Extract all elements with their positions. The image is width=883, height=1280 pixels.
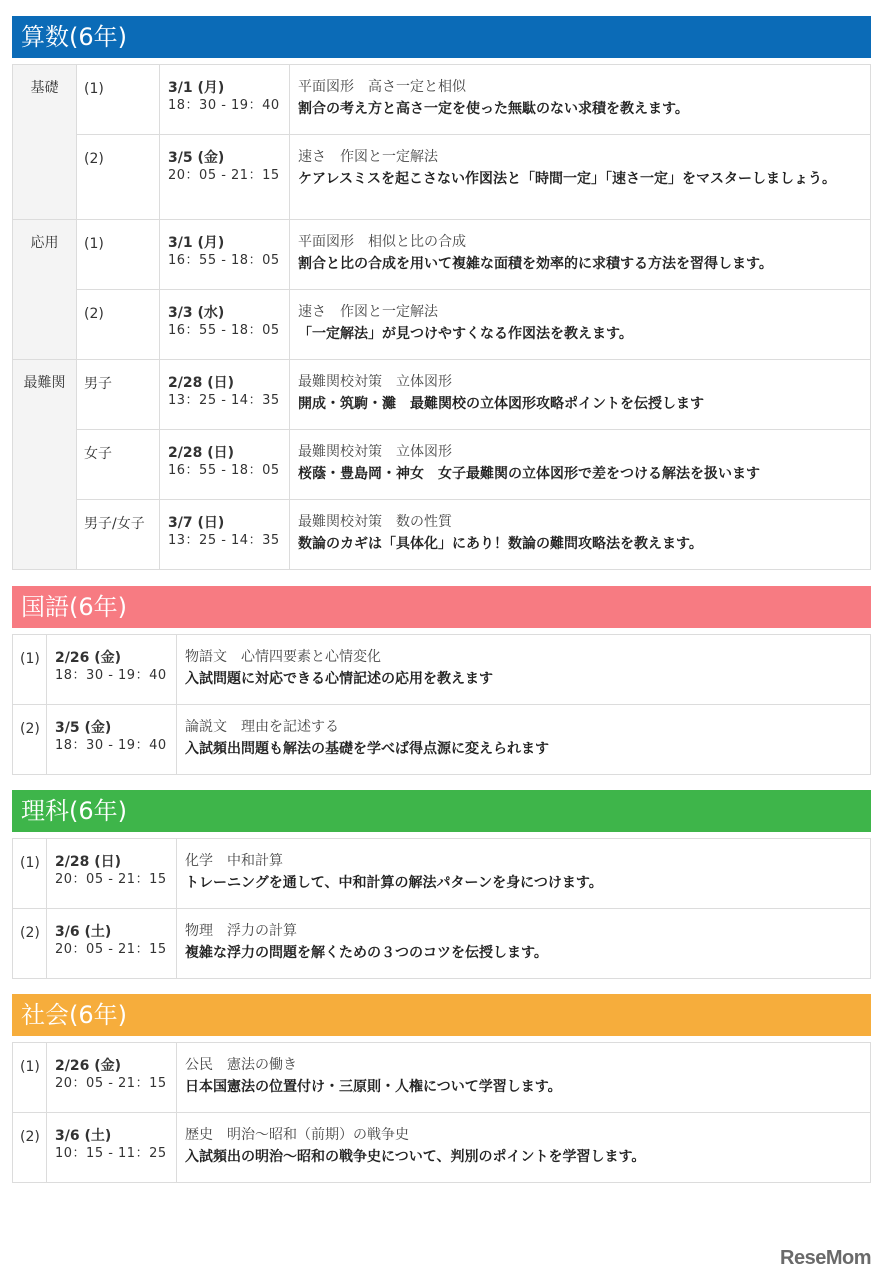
session-description: 数論のカギは「具体化」にあり！数論の難問攻略法を教えます。 [298,536,703,552]
session-topic: 歴史 明治～昭和（前期）の戦争史 [185,1127,409,1143]
session-number: (1) [77,220,160,290]
session-time: 18：30 - 19：40 [168,98,280,113]
session-topic: 物理 浮力の計算 [185,923,297,939]
content-cell [177,635,871,705]
session-number: (1) [13,635,47,705]
table-row [13,360,871,430]
session-topic: 化学 中和計算 [185,853,283,869]
content-cell [290,65,871,135]
session-date: 3/6 (土) [55,1128,112,1144]
session-topic: 物語文 心情四要素と心情変化 [185,649,381,665]
content-cell [290,220,871,290]
math-table [12,64,871,570]
session-topic: 論説文 理由を記述する [185,719,339,735]
session-time: 13：25 - 14：35 [168,533,280,548]
session-description: 桜蔭・豊島岡・神女 女子最難関の立体図形で差をつける解法を扱います [298,466,760,482]
category-cell [13,65,77,220]
session-time: 10：15 - 11：25 [55,1146,167,1161]
session-time: 20：05 - 21：15 [55,942,167,957]
session-number: (2) [13,1113,47,1183]
session-date: 3/5 (金) [55,720,112,736]
japanese-table [12,634,871,775]
datetime-cell [160,500,290,570]
social-section [12,994,871,1165]
category-cell [13,220,77,360]
content-cell [290,360,871,430]
resemom-logo: ReseMom [780,1247,871,1269]
session-description: 複雑な浮力の問題を解くための３つのコツを伝授します。 [185,945,548,961]
datetime-cell [47,1113,177,1183]
table-row [13,1043,871,1113]
session-description: 入試頻出問題も解法の基礎を学べば得点源に変えられます [185,741,549,757]
datetime-cell [160,135,290,220]
content-cell [290,290,871,360]
table-row [13,135,871,220]
session-number: (2) [77,135,160,220]
session-topic: 速さ 作図と一定解法 [298,304,438,320]
table-row [13,705,871,775]
session-date: 3/6 (土) [55,924,112,940]
session-date: 3/5 (金) [168,150,225,166]
session-number: (1) [13,839,47,909]
session-number: 男子 [77,360,160,430]
datetime-cell [47,839,177,909]
session-number: (1) [13,1043,47,1113]
session-time: 20：05 - 21：15 [55,1076,167,1091]
table-row [13,65,871,135]
table-row [13,909,871,979]
datetime-cell [47,635,177,705]
math-section [12,16,871,552]
science-header: 理科(6年) [12,790,871,832]
table-row [13,635,871,705]
category-label: 基礎 [30,80,59,96]
datetime-cell [47,909,177,979]
session-date: 2/26 (金) [55,650,122,666]
session-topic: 公民 憲法の働き [185,1057,297,1073]
session-number: (2) [13,909,47,979]
session-time: 20：05 - 21：15 [55,872,167,887]
datetime-cell [160,290,290,360]
table-row [13,290,871,360]
session-description: ケアレスミスを起こさない作図法と「時間一定」「速さ一定」をマスターしましょう。 [298,171,837,187]
session-description: トレーニングを通して、中和計算の解法パターンを身につけます。 [185,875,603,891]
content-cell [177,705,871,775]
session-topic: 速さ 作図と一定解法 [298,149,438,165]
session-description: 割合と比の合成を用いて複雑な面積を効率的に求積する方法を習得します。 [298,256,773,272]
session-time: 18：30 - 19：40 [55,668,167,683]
datetime-cell [160,430,290,500]
japanese-header: 国語(6年) [12,586,871,628]
social-table [12,1042,871,1183]
session-time: 13：25 - 14：35 [168,393,280,408]
table-row [13,430,871,500]
datetime-cell [160,65,290,135]
session-number: (2) [13,705,47,775]
session-time: 16：55 - 18：05 [168,323,280,338]
session-date: 2/28 (日) [168,445,235,461]
table-row [13,1113,871,1183]
session-description: 日本国憲法の位置付け・三原則・人権について学習します。 [185,1079,562,1095]
session-topic: 最難関校対策 数の性質 [298,514,452,530]
session-number: (1) [77,65,160,135]
table-row [13,839,871,909]
datetime-cell [160,360,290,430]
datetime-cell [47,705,177,775]
content-cell [177,839,871,909]
session-time: 18：30 - 19：40 [55,738,167,753]
session-date: 2/28 (日) [55,854,122,870]
content-cell [177,1113,871,1183]
science-table [12,838,871,979]
session-date: 2/28 (日) [168,375,235,391]
datetime-cell [160,220,290,290]
session-date: 3/7 (日) [168,515,225,531]
category-cell [13,360,77,570]
content-cell [290,430,871,500]
category-label: 応用 [30,235,59,251]
session-topic: 最難関校対策 立体図形 [298,374,452,390]
session-description: 「一定解法」が見つけやすくなる作図法を教えます。 [298,326,633,342]
session-number: (2) [77,290,160,360]
table-row [13,220,871,290]
content-cell [177,1043,871,1113]
session-topic: 最難関校対策 立体図形 [298,444,452,460]
session-date: 3/3 (水) [168,305,225,321]
session-date: 3/1 (月) [168,235,225,251]
japanese-section [12,586,871,757]
session-description: 割合の考え方と高さ一定を使った無駄のない求積を教えます。 [298,101,689,117]
session-topic: 平面図形 高さ一定と相似 [298,79,466,95]
session-description: 入試問題に対応できる心情記述の応用を教えます [185,671,493,687]
session-description: 入試頻出の明治～昭和の戦争史について、判別のポイントを学習します。 [185,1149,646,1165]
session-time: 16：55 - 18：05 [168,253,280,268]
datetime-cell [47,1043,177,1113]
session-number: 女子 [77,430,160,500]
session-time: 16：55 - 18：05 [168,463,280,478]
social-header: 社会(6年) [12,994,871,1036]
science-section [12,790,871,961]
content-cell [290,500,871,570]
session-topic: 平面図形 相似と比の合成 [298,234,466,250]
session-number: 男子/女子 [77,500,160,570]
table-row [13,500,871,570]
math-header: 算数(6年) [12,16,871,58]
session-description: 開成・筑駒・灘 最難関校の立体図形攻略ポイントを伝授します [298,396,704,412]
session-time: 20：05 - 21：15 [168,168,280,183]
session-date: 3/1 (月) [168,80,225,96]
content-cell [290,135,871,220]
content-cell [177,909,871,979]
category-label: 最難関 [23,375,66,391]
session-date: 2/26 (金) [55,1058,122,1074]
